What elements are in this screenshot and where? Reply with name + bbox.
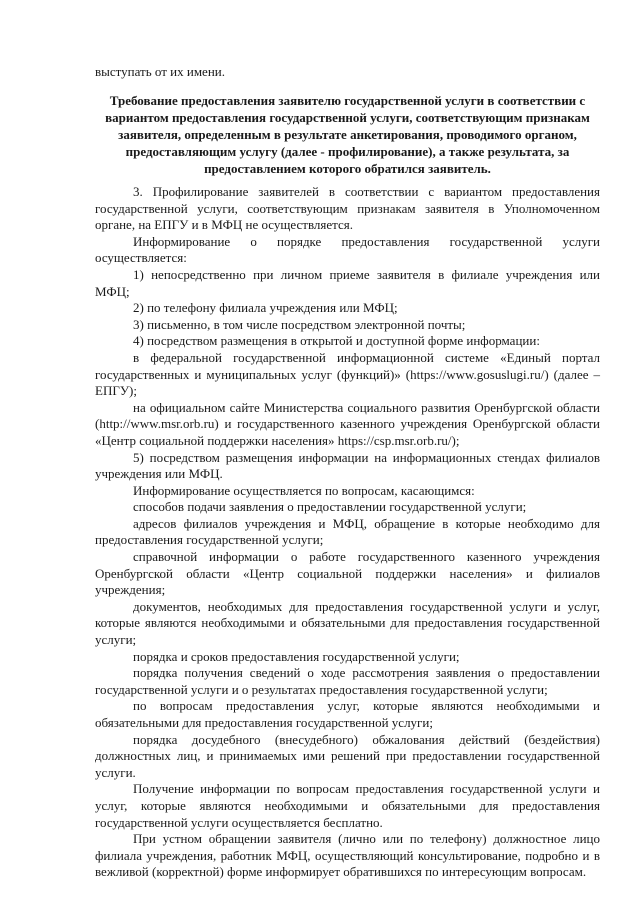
paragraph: 3) письменно, в том числе посредством электронной почты;: [133, 316, 466, 332]
paragraph: в федеральной государственной информационной системе «Единый портал государственных и муниципальных услуг (функций)» (https://www.gosuslugi.ru/) (далее – ЕПГУ);: [95, 349, 600, 399]
document-body: [95, 184, 600, 881]
paragraph: порядка и сроков предоставления государственной услуги;: [133, 648, 460, 664]
paragraph: 1) непосредственно при личном приеме заявителя в филиале учреждения или МФЦ;: [95, 266, 600, 299]
paragraph: порядка получения сведений о ходе рассмотрения заявления о предоставлении государственной услуги и о результатах предоставления государственной услуги;: [95, 665, 600, 697]
paragraph: порядка досудебного (внесудебного) обжалования действий (бездействия) должностных лиц, и принимаемых ими решений при предоставлении государственной услуги.: [95, 731, 600, 780]
paragraph: на официальном сайте Министерства социального развития Оренбургской области (http://www.msr.orb.ru) и государственного казенного учреждения Оренбургской области «Центр социальной поддержки населения» https://csp.msr.orb.ru/);: [95, 399, 600, 448]
paragraph: 2) по телефону филиала учреждения или МФЦ;: [133, 300, 398, 316]
paragraph: справочной информации о работе государственного казенного учреждения Оренбургской области «Центр социальной поддержки населения» и филиалов учреждения;: [95, 549, 600, 598]
section-heading: Требование предоставления заявителю государственной услуги в соответствии с вариантом предоставления государственной услуги, соответствующим признакам заявителя, определенным в результате анкетирования, проводимого органом, предоставляющим услугу (далее - профилирование), а также результата, за предоставлением которого обратился заявитель.: [105, 93, 590, 176]
paragraph: способов подачи заявления о предоставлении государственной услуги;: [133, 499, 527, 515]
paragraph: Информирование о порядке предоставления государственной услуги осуществляется:: [95, 233, 600, 266]
paragraph: адресов филиалов учреждения и МФЦ, обращение в которые необходимо для предоставления государственной услуги;: [95, 515, 600, 548]
paragraph: Получение информации по вопросам предоставления государственной услуги и услуг, которые являются необходимыми и обязательными для предоставления государственной услуги осуществляется бесплатно.: [95, 781, 600, 830]
paragraph: документов, необходимых для предоставления государственной услуги и услуг, которые являются необходимыми и обязательными для предоставления государственной услуги;: [95, 598, 600, 648]
paragraph: Информирование осуществляется по вопросам, касающимся:: [133, 482, 475, 498]
paragraph: При устном обращении заявителя (лично или по телефону) должностное лицо филиала учреждения, работник МФЦ, осуществляющий консультирование, подробно и в вежливой (корректной) форме информирует обратившихся по интересующим вопросам.: [95, 831, 600, 880]
paragraph: по вопросам предоставления услуг, которые являются необходимыми и обязательными для предоставления государственной услуги;: [95, 698, 600, 730]
lead-line: выступать от их имени.: [95, 64, 225, 79]
paragraph: 5) посредством размещения информации на информационных стендах филиалов учреждения или МФЦ.: [95, 449, 600, 482]
paragraph: 3. Профилирование заявителей в соответствии с вариантом предоставления государственной услуги, соответствующим признакам заявителя в Уполномоченном органе, на ЕПГУ и в МФЦ не осуществляется.: [95, 184, 600, 233]
paragraph: 4) посредством размещения в открытой и доступной форме информации:: [133, 333, 540, 349]
